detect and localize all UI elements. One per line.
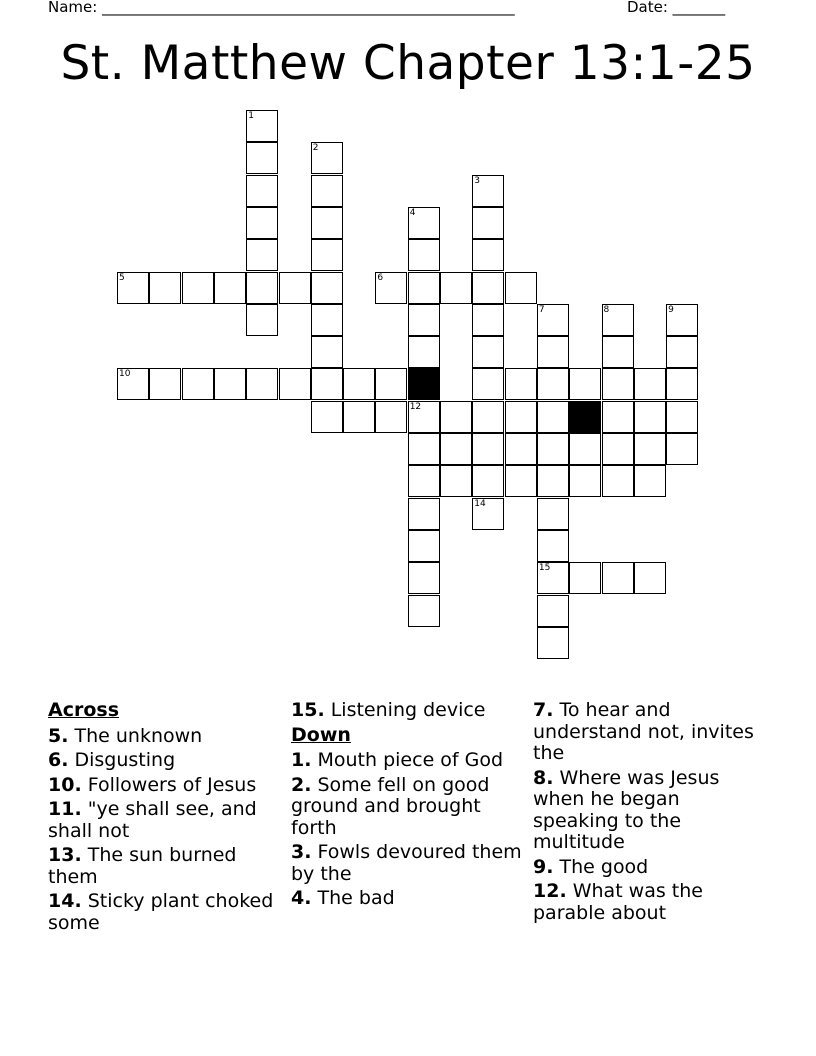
clue-number: 6. bbox=[48, 749, 69, 771]
clue-item bbox=[48, 891, 283, 934]
clue-number-label: 8 bbox=[603, 304, 610, 315]
clue-number: 8. bbox=[533, 766, 554, 789]
clue-text: Listening device bbox=[330, 699, 486, 721]
clue-text: To hear and understand not, invites the bbox=[533, 699, 754, 764]
clue-number-label: 15 bbox=[538, 563, 551, 574]
grid-cell[interactable] bbox=[408, 304, 440, 336]
clue-column-3 bbox=[533, 700, 768, 927]
grid-block bbox=[408, 368, 440, 400]
clue-text: Disgusting bbox=[74, 749, 176, 771]
clue-number: 4. bbox=[291, 887, 312, 909]
clue-text: What was the parable about bbox=[533, 880, 703, 924]
clue-item bbox=[291, 888, 526, 910]
clue-number: 2. bbox=[291, 773, 312, 796]
clue-text: Some fell on good ground and brought forth bbox=[291, 773, 490, 839]
grid-cell[interactable] bbox=[472, 368, 504, 400]
grid-cell[interactable] bbox=[666, 336, 698, 368]
clue-item bbox=[48, 750, 283, 772]
grid-cell[interactable] bbox=[311, 175, 343, 207]
clue-item bbox=[291, 700, 526, 722]
clue-text: Fowls devoured them by the bbox=[291, 841, 522, 885]
grid-cell[interactable] bbox=[343, 401, 375, 433]
grid-cell[interactable] bbox=[537, 498, 569, 530]
clue-number-label: 4 bbox=[409, 207, 416, 218]
grid-cell[interactable] bbox=[602, 336, 634, 368]
grid-cell[interactable] bbox=[537, 401, 569, 433]
grid-cell[interactable] bbox=[375, 272, 407, 304]
grid-cell[interactable] bbox=[246, 110, 278, 142]
clue-number: 7. bbox=[533, 699, 554, 721]
clue-text: Sticky plant choked some bbox=[48, 890, 274, 934]
grid-cell[interactable] bbox=[537, 336, 569, 368]
grid-cell[interactable] bbox=[472, 272, 504, 304]
grid-cell[interactable] bbox=[408, 498, 440, 530]
clue-number: 3. bbox=[291, 841, 312, 863]
clue-number-label: 1 bbox=[248, 111, 254, 121]
grid-cell[interactable] bbox=[602, 562, 634, 594]
clue-number-label: 2 bbox=[312, 143, 319, 154]
grid-cell[interactable] bbox=[666, 368, 698, 400]
grid-cell[interactable] bbox=[408, 336, 440, 368]
clue-number-label: 9 bbox=[668, 304, 674, 315]
grid-cell[interactable] bbox=[375, 401, 407, 433]
clue-text: Where was Jesus when he began speaking to the multitude bbox=[533, 766, 720, 853]
grid-cell[interactable] bbox=[408, 595, 440, 627]
grid-cell[interactable] bbox=[634, 465, 666, 497]
grid-cell[interactable] bbox=[117, 368, 149, 400]
grid-cell[interactable] bbox=[569, 433, 601, 465]
grid-cell[interactable] bbox=[311, 239, 343, 271]
clue-text: Followers of Jesus bbox=[87, 773, 257, 796]
grid-cell[interactable] bbox=[472, 207, 504, 239]
grid-cell[interactable] bbox=[311, 142, 343, 174]
grid-cell[interactable] bbox=[569, 368, 601, 400]
grid-cell[interactable] bbox=[408, 401, 440, 433]
clue-number: 5. bbox=[48, 724, 69, 747]
grid-cell[interactable] bbox=[214, 368, 246, 400]
grid-cell[interactable] bbox=[408, 465, 440, 497]
clue-number-label: 3 bbox=[474, 175, 481, 186]
grid-cell[interactable] bbox=[311, 207, 343, 239]
grid-cell[interactable] bbox=[634, 562, 666, 594]
grid-cell[interactable] bbox=[472, 304, 504, 336]
grid-cell[interactable] bbox=[117, 272, 149, 304]
clue-column-1 bbox=[48, 700, 283, 937]
grid-cell[interactable] bbox=[246, 368, 278, 400]
grid-cell[interactable] bbox=[537, 368, 569, 400]
clue-item bbox=[533, 881, 768, 924]
clue-number: 14. bbox=[48, 890, 82, 912]
grid-cell[interactable] bbox=[408, 530, 440, 562]
grid-cell[interactable] bbox=[537, 530, 569, 562]
date-label: Date: _______ bbox=[627, 0, 726, 16]
grid-cell[interactable] bbox=[311, 401, 343, 433]
grid-cell[interactable] bbox=[440, 272, 472, 304]
grid-cell[interactable] bbox=[505, 401, 537, 433]
grid-block bbox=[569, 401, 601, 433]
clue-column-2 bbox=[291, 700, 526, 913]
grid-cell[interactable] bbox=[666, 433, 698, 465]
clue-number-label: 6 bbox=[377, 272, 384, 283]
grid-cell[interactable] bbox=[634, 433, 666, 465]
grid-cell[interactable] bbox=[569, 562, 601, 594]
clue-item bbox=[533, 768, 768, 854]
grid-cell[interactable] bbox=[279, 368, 311, 400]
grid-cell[interactable] bbox=[246, 304, 278, 336]
grid-cell[interactable] bbox=[182, 272, 214, 304]
grid-cell[interactable] bbox=[666, 401, 698, 433]
clue-number-label: 10 bbox=[119, 369, 131, 380]
grid-cell[interactable] bbox=[602, 401, 634, 433]
clue-item bbox=[533, 700, 768, 765]
grid-cell[interactable] bbox=[440, 401, 472, 433]
grid-cell[interactable] bbox=[472, 498, 504, 530]
grid-cell[interactable] bbox=[472, 433, 504, 465]
grid-cell[interactable] bbox=[472, 336, 504, 368]
grid-cell[interactable] bbox=[602, 368, 634, 400]
grid-cell[interactable] bbox=[246, 142, 278, 174]
clue-number: 12. bbox=[533, 880, 567, 902]
grid-cell[interactable] bbox=[634, 401, 666, 433]
grid-cell[interactable] bbox=[343, 368, 375, 400]
grid-cell[interactable] bbox=[214, 272, 246, 304]
grid-cell[interactable] bbox=[311, 336, 343, 368]
clue-number: 1. bbox=[291, 749, 312, 771]
grid-cell[interactable] bbox=[408, 207, 440, 239]
clue-text: Mouth piece of God bbox=[317, 749, 504, 771]
grid-cell[interactable] bbox=[246, 239, 278, 271]
clue-text: The good bbox=[559, 855, 649, 878]
clue-number-label: 5 bbox=[119, 272, 125, 283]
grid-cell[interactable] bbox=[537, 465, 569, 497]
grid-cell[interactable] bbox=[537, 627, 569, 659]
grid-cell[interactable] bbox=[537, 595, 569, 627]
clue-item bbox=[291, 750, 526, 772]
grid-cell[interactable] bbox=[149, 272, 181, 304]
grid-cell[interactable] bbox=[472, 175, 504, 207]
grid-cell[interactable] bbox=[634, 368, 666, 400]
clue-item bbox=[291, 775, 526, 840]
grid-cell[interactable] bbox=[505, 272, 537, 304]
name-label: Name: _______________________________________________________ bbox=[48, 0, 515, 16]
clue-number-label: 7 bbox=[538, 304, 545, 315]
grid-cell[interactable] bbox=[537, 304, 569, 336]
clue-number: 10. bbox=[48, 773, 82, 796]
grid-cell[interactable] bbox=[408, 272, 440, 304]
down-heading: Down bbox=[291, 723, 351, 746]
clue-text: The sun burned them bbox=[48, 844, 237, 888]
grid-cell[interactable] bbox=[408, 433, 440, 465]
across-heading: Across bbox=[48, 699, 120, 721]
clue-item bbox=[48, 845, 283, 888]
grid-cell[interactable] bbox=[311, 304, 343, 336]
clue-item bbox=[48, 775, 283, 797]
clue-number-label: 14 bbox=[474, 498, 486, 509]
page-title: St. Matthew Chapter 13:1-25 bbox=[60, 36, 756, 91]
grid-cell[interactable] bbox=[440, 433, 472, 465]
grid-cell[interactable] bbox=[472, 239, 504, 271]
grid-cell[interactable] bbox=[182, 368, 214, 400]
grid-cell[interactable] bbox=[472, 401, 504, 433]
clue-number: 13. bbox=[48, 844, 82, 866]
clue-number: 11. bbox=[48, 798, 82, 820]
grid-cell[interactable] bbox=[408, 562, 440, 594]
grid-cell[interactable] bbox=[569, 465, 601, 497]
clue-item bbox=[291, 842, 526, 885]
clue-number: 9. bbox=[533, 855, 554, 878]
grid-cell[interactable] bbox=[311, 368, 343, 400]
grid-cell[interactable] bbox=[602, 433, 634, 465]
clue-item bbox=[48, 799, 283, 842]
clue-item bbox=[533, 857, 768, 879]
clue-number-label: 12 bbox=[409, 401, 422, 412]
clue-text: The unknown bbox=[74, 724, 203, 747]
grid-cell[interactable] bbox=[246, 175, 278, 207]
clue-text: The bad bbox=[317, 887, 395, 909]
grid-cell[interactable] bbox=[472, 465, 504, 497]
grid-cell[interactable] bbox=[537, 562, 569, 594]
grid-cell[interactable] bbox=[602, 465, 634, 497]
grid-cell[interactable] bbox=[537, 433, 569, 465]
clue-item bbox=[48, 726, 283, 748]
grid-cell[interactable] bbox=[602, 304, 634, 336]
grid-cell[interactable] bbox=[505, 433, 537, 465]
grid-cell[interactable] bbox=[311, 272, 343, 304]
grid-cell[interactable] bbox=[246, 207, 278, 239]
grid-cell[interactable] bbox=[408, 239, 440, 271]
grid-cell[interactable] bbox=[666, 304, 698, 336]
grid-cell[interactable] bbox=[505, 465, 537, 497]
grid-cell[interactable] bbox=[246, 272, 278, 304]
grid-cell[interactable] bbox=[375, 368, 407, 400]
grid-cell[interactable] bbox=[440, 465, 472, 497]
clue-number: 15. bbox=[291, 699, 325, 721]
clue-text: "ye shall see, and shall not bbox=[48, 798, 257, 842]
grid-cell[interactable] bbox=[279, 272, 311, 304]
grid-cell[interactable] bbox=[505, 368, 537, 400]
grid-cell[interactable] bbox=[149, 368, 181, 400]
